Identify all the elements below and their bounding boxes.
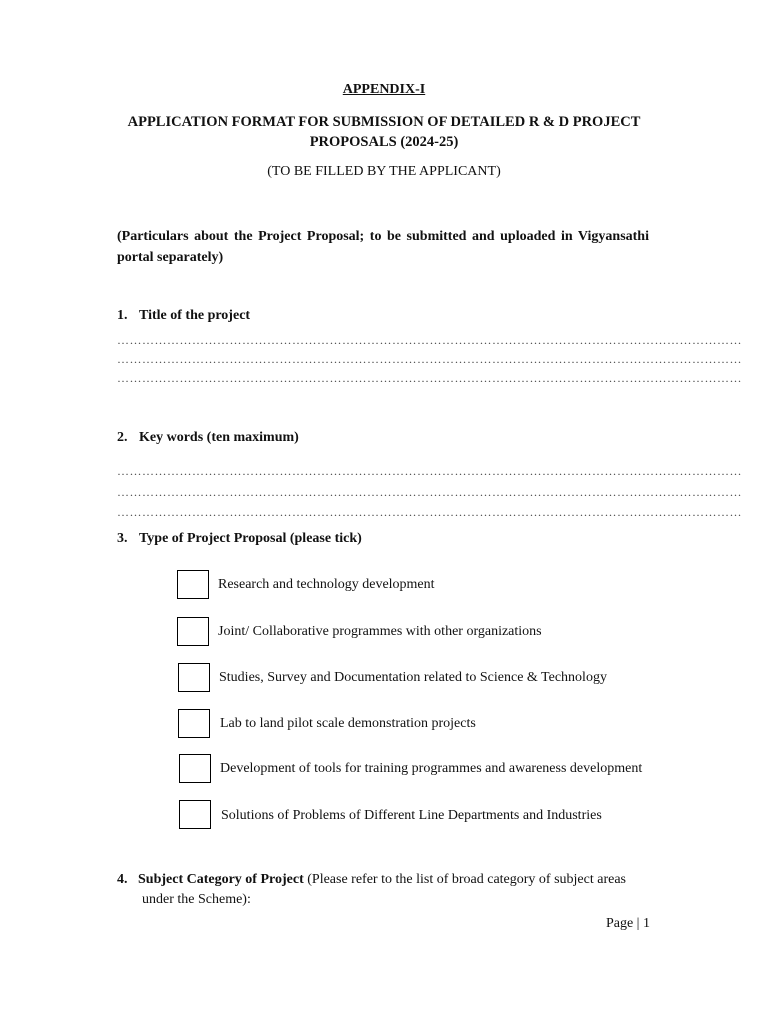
question-1-label: Title of the project bbox=[139, 308, 251, 323]
checkbox-lab-to-land[interactable] bbox=[178, 709, 210, 738]
question-2-label: Key words (ten maximum) bbox=[139, 430, 299, 445]
question-3-number: 3. bbox=[117, 531, 128, 546]
appendix-heading: APPENDIX-I bbox=[342, 82, 426, 97]
question-4-label: Subject Category of Project bbox=[138, 872, 304, 887]
answer-line-2-3[interactable]: …………………………………………………………………………………………………………………………………… bbox=[117, 505, 742, 519]
checkbox-solutions[interactable] bbox=[179, 800, 211, 829]
answer-line-1-2[interactable]: …………………………………………………………………………………………………………………………………… bbox=[117, 352, 742, 366]
particulars-note: (Particulars about the Project Proposal; to be submitted and uploaded in Vigyansathi portal separately) bbox=[117, 229, 649, 265]
option-research-label: Research and technology development bbox=[218, 577, 435, 592]
checkbox-studies[interactable] bbox=[178, 663, 210, 692]
checkbox-research[interactable] bbox=[177, 570, 209, 599]
option-lab-to-land-label: Lab to land pilot scale demonstration projects bbox=[220, 716, 476, 731]
question-4 bbox=[117, 870, 650, 910]
question-4-number: 4. bbox=[117, 872, 128, 887]
question-2 bbox=[117, 430, 299, 446]
option-solutions-label: Solutions of Problems of Different Line Departments and Industries bbox=[221, 808, 602, 823]
answer-line-1-1[interactable]: …………………………………………………………………………………………………………………………………… bbox=[117, 333, 742, 347]
option-studies-label: Studies, Survey and Documentation related to Science & Technology bbox=[219, 670, 607, 685]
document-title: APPLICATION FORMAT FOR SUBMISSION OF DETAILED R & D PROJECT PROPOSALS (2024-25) bbox=[127, 114, 641, 150]
checkbox-training-tools[interactable] bbox=[179, 754, 211, 783]
answer-line-2-1[interactable]: …………………………………………………………………………………………………………………………………… bbox=[117, 464, 742, 478]
checkbox-collaborative[interactable] bbox=[177, 617, 209, 646]
question-3 bbox=[117, 531, 362, 547]
option-collaborative-label: Joint/ Collaborative programmes with other organizations bbox=[218, 624, 542, 639]
question-1-number: 1. bbox=[117, 308, 128, 323]
question-1 bbox=[117, 308, 250, 324]
question-2-number: 2. bbox=[117, 430, 128, 445]
answer-line-2-2[interactable]: …………………………………………………………………………………………………………………………………… bbox=[117, 485, 742, 499]
question-4-note-continued: under the Scheme): bbox=[142, 892, 251, 907]
document-subtitle: (TO BE FILLED BY THE APPLICANT) bbox=[267, 164, 501, 179]
answer-line-1-3[interactable]: …………………………………………………………………………………………………………………………………… bbox=[117, 371, 742, 385]
option-training-tools-label: Development of tools for training programmes and awareness development bbox=[220, 761, 643, 776]
page-number: Page | 1 bbox=[605, 916, 650, 931]
question-4-note: (Please refer to the list of broad category of subject areas bbox=[303, 872, 627, 887]
question-3-label: Type of Project Proposal (please tick) bbox=[139, 531, 362, 546]
